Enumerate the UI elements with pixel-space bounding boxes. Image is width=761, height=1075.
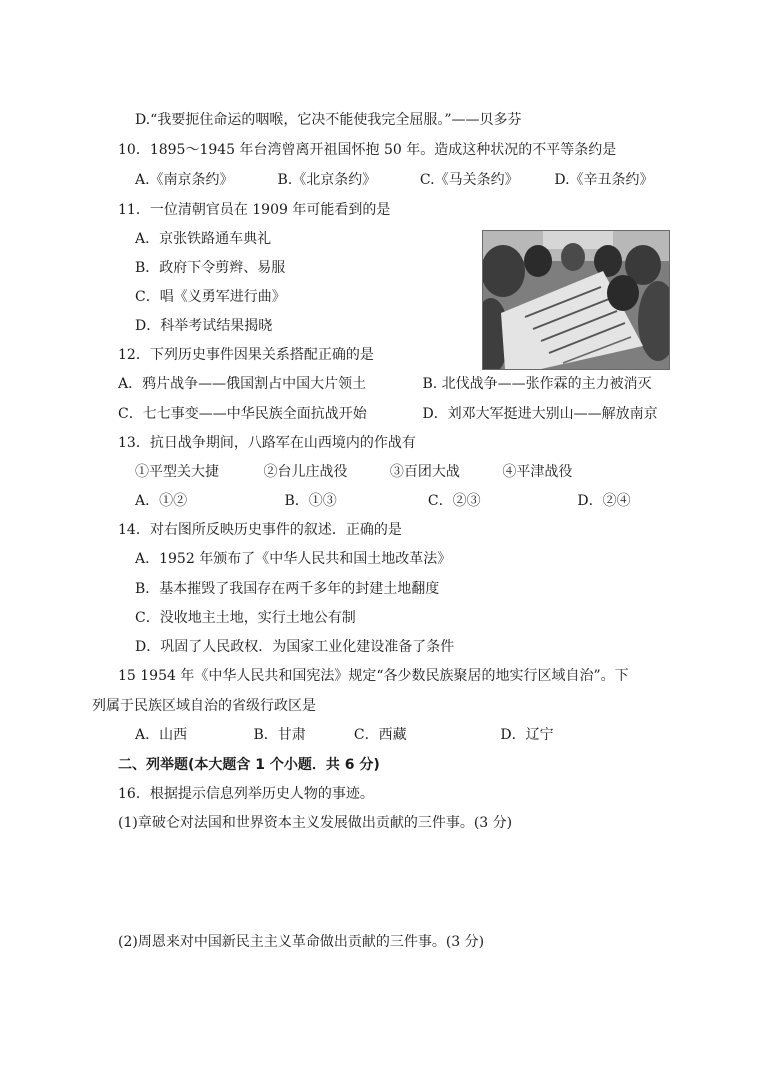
question-10-options [135,170,654,190]
question-15-options [135,725,554,745]
question-13-options [135,491,631,511]
item-3: ③百团大战 [389,464,460,480]
question-11-stem: 11．一位清朝官员在 1909 年可能看到的是 [118,202,391,218]
question-11-option-a: A．京张铁路通车典礼 [135,231,272,247]
item-1: ①平型关大捷 [135,464,219,480]
option-a: A．①② [135,493,188,509]
question-13-items [135,462,572,482]
question-10-stem: 10．1895～1945 年台湾曾离开祖国怀抱 50 年。造成这种状况的不平等条约是 [118,142,617,158]
question-15-stem-line2: 列属于民族区域自治的省级行政区是 [92,698,316,714]
option-c: C．②③ [427,493,481,509]
option-c: C.《马关条约》 [419,172,519,188]
question-12-options-row1 [118,374,652,394]
option-b: B．甘肃 [253,727,306,743]
item-4: ④平津战役 [502,464,573,480]
question-13-stem: 13．抗日战争期间，八路军在山西境内的作战有 [118,435,416,451]
option-d: D．②④ [577,493,631,509]
section-2-title: 二、列举题(本大题含 1 个小题．共 6 分) [118,757,380,773]
question-16-part-1: (1)章破仑对法国和世界资本主义发展做出贡献的三件事。(3 分) [118,815,513,831]
option-a: A．鸦片战争——俄国割占中国大片领土 [118,376,367,392]
question-14-option-b: B．基本摧毁了我国存在两千多年的封建土地翻度 [135,581,440,597]
option-c: C．西藏 [353,727,407,743]
question-15-stem-line1: 15 1954 年《中华人民共和国宪法》规定“各少数民族聚居的地实行区域自治”。下 [118,668,629,684]
historical-photo [482,230,670,370]
question-11-option-c: C．唱《义勇军进行曲》 [135,289,286,305]
question-14-option-a: A．1952 年颁布了《中华人民共和国土地改革法》 [135,551,452,567]
question-12-stem: 12．下列历史事件因果关系搭配正确的是 [118,347,374,363]
question-12-options-row2 [118,404,658,424]
option-d: D.《辛丑条约》 [554,172,654,188]
option-b: B.《北京条约》 [277,172,377,188]
question-11-option-b: B．政府下令剪辫、易服 [135,260,286,276]
question-11-option-d: D．科举考试结果揭晓 [135,318,273,334]
question-16-stem: 16．根据提示信息列举历史人物的事迹。 [118,786,374,802]
option-c: C．七七事变——中华民族全面抗战开始 [118,406,367,422]
item-2: ②台儿庄战役 [263,464,348,480]
question-14-stem: 14．对右图所反映历史事件的叙述．正确的是 [118,522,402,538]
option-b: B. 北伐战争——张作霖的主力被消灭 [422,376,652,392]
option-d: D．辽宁 [500,727,554,743]
question-14-option-d: D．巩固了人民政权．为国家工业化建设准备了条件 [135,639,455,655]
question-14-option-c: C．没收地主土地，实行土地公有制 [135,610,356,626]
option-b: B．①③ [284,493,337,509]
question-16-part-2: (2)周恩来对中国新民主主义革命做出贡献的三件事。(3 分) [118,934,485,950]
option-a: A．山西 [135,727,188,743]
option-a: A.《南京条约》 [135,172,234,188]
question-9-option-d: D.“我要扼住命运的咽喉，它决不能使我完全屈服。”——贝多芬 [135,112,522,128]
option-d: D．刘邓大军挺进大别山——解放南京 [422,406,658,422]
